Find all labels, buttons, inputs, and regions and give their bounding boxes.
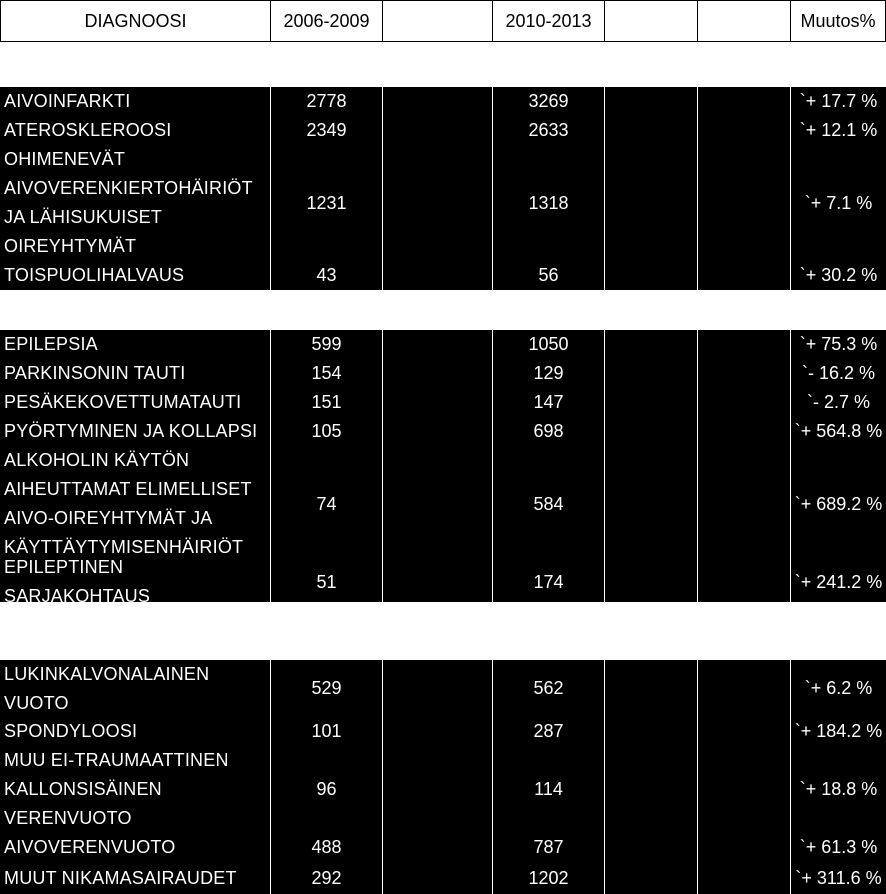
empty-cell [383, 116, 493, 145]
header-empty-cell [383, 0, 493, 42]
empty-cell [605, 330, 698, 359]
change-text: `+ 311.6 % [795, 867, 882, 888]
value-2010-2013-text: 2633 [528, 120, 569, 140]
change-text: `+ 7.1 % [804, 192, 873, 213]
change-cell [791, 116, 886, 145]
value-2006-2009-text: 151 [311, 392, 342, 412]
value-2010-2013-cell [493, 862, 605, 894]
value-2006-2009-text: 488 [311, 837, 342, 857]
value-2010-2013-cell [493, 417, 605, 446]
value-2006-2009-text: 2349 [306, 120, 347, 140]
header-period2-text: 2010-2013 [505, 10, 592, 31]
value-2010-2013-cell [493, 660, 605, 717]
change-cell [791, 359, 886, 388]
diagnosis-text: MUU EI-TRAUMAATTINEN KALLONSISÄINEN VERENVUOTO [4, 750, 229, 828]
value-2010-2013-text: 1050 [528, 334, 569, 354]
empty-cell [383, 446, 493, 562]
diagnosis-cell [0, 746, 271, 833]
value-2010-2013-cell [493, 330, 605, 359]
empty-cell [383, 145, 493, 261]
table-row [0, 330, 886, 359]
diagnosis-text: ATEROSKLEROOSI [4, 120, 172, 140]
value-2006-2009-cell [271, 446, 383, 562]
value-2010-2013-cell [493, 87, 605, 116]
value-2006-2009-cell [271, 87, 383, 116]
value-2006-2009-text: 43 [316, 265, 337, 285]
value-2010-2013-text: 56 [538, 265, 559, 285]
change-text: `- 2.7 % [806, 392, 871, 412]
change-cell [791, 388, 886, 417]
value-2010-2013-cell [493, 833, 605, 862]
empty-cell [698, 562, 791, 602]
empty-cell [605, 417, 698, 446]
value-2006-2009-cell [271, 145, 383, 261]
empty-cell [383, 862, 493, 894]
diagnosis-cell [0, 446, 271, 562]
empty-cell [605, 145, 698, 261]
empty-cell [605, 746, 698, 833]
empty-cell [605, 562, 698, 602]
table-row [0, 862, 886, 894]
diagnosis-text: EPILEPSIA [4, 334, 98, 354]
value-2010-2013-cell [493, 388, 605, 417]
value-2010-2013-text: 1318 [528, 192, 569, 213]
header-change [791, 0, 886, 42]
header-period2 [493, 0, 605, 42]
empty-cell [698, 660, 791, 717]
empty-cell [698, 862, 791, 894]
change-cell [791, 862, 886, 894]
change-cell [791, 417, 886, 446]
table-row [0, 359, 886, 388]
empty-cell [698, 87, 791, 116]
diagnosis-cell [0, 359, 271, 388]
diagnosis-text: PESÄKEKOVETTUMATAUTI [4, 392, 242, 412]
diagnosis-text: ALKOHOLIN KÄYTÖN AIHEUTTAMAT ELIMELLISET AIVO-OIREYHTYMÄT JA KÄYTTÄYTYMISENHÄIRIÖT [4, 450, 252, 557]
change-text: `+ 6.2 % [804, 678, 873, 698]
empty-cell [698, 145, 791, 261]
value-2006-2009-text: 74 [316, 493, 337, 514]
value-2006-2009-text: 292 [311, 867, 342, 888]
value-2006-2009-text: 96 [316, 779, 337, 799]
value-2006-2009-cell [271, 116, 383, 145]
change-cell [791, 833, 886, 862]
table-row [0, 261, 886, 290]
value-2010-2013-text: 287 [533, 721, 564, 741]
value-2006-2009-cell [271, 717, 383, 746]
value-2010-2013-text: 562 [533, 678, 564, 698]
value-2006-2009-cell [271, 330, 383, 359]
value-2010-2013-text: 1202 [528, 867, 569, 888]
empty-cell [605, 833, 698, 862]
empty-cell [605, 388, 698, 417]
empty-cell [698, 833, 791, 862]
diagnosis-cell [0, 145, 271, 261]
change-cell [791, 446, 886, 562]
value-2010-2013-text: 174 [533, 571, 564, 592]
header-period1-text: 2006-2009 [283, 10, 370, 31]
empty-cell [605, 87, 698, 116]
value-2010-2013-text: 147 [533, 392, 564, 412]
diagnosis-text: AIVOINFARKTI [4, 91, 131, 111]
table-row [0, 660, 886, 717]
table-row [0, 87, 886, 116]
value-2006-2009-cell [271, 660, 383, 717]
empty-cell [605, 261, 698, 290]
change-text: `+ 184.2 % [794, 721, 883, 741]
diagnosis-text: SPONDYLOOSI [4, 721, 138, 741]
value-2010-2013-text: 114 [534, 779, 563, 799]
diagnosis-cell [0, 862, 271, 894]
table-header [0, 0, 886, 42]
value-2006-2009-text: 2778 [306, 91, 347, 111]
empty-cell [383, 87, 493, 116]
value-2010-2013-text: 698 [533, 421, 564, 441]
empty-cell [698, 359, 791, 388]
value-2006-2009-text: 51 [316, 571, 337, 592]
value-2006-2009-cell [271, 261, 383, 290]
empty-cell [383, 261, 493, 290]
value-2006-2009-cell [271, 833, 383, 862]
empty-cell [383, 330, 493, 359]
change-cell [791, 660, 886, 717]
table-row [0, 417, 886, 446]
diagnosis-text: AIVOVERENVUOTO [4, 837, 176, 857]
change-cell [791, 145, 886, 261]
diagnosis-cell [0, 388, 271, 417]
value-2006-2009-text: 154 [311, 363, 342, 383]
diagnosis-cell [0, 261, 271, 290]
diagnosis-text: LUKINKALVONALAINEN VUOTO [4, 663, 210, 713]
change-text: `- 16.2 % [801, 363, 876, 383]
empty-cell [698, 746, 791, 833]
header-diagnosis-text: DIAGNOOSI [84, 10, 187, 31]
diagnosis-text: EPILEPTINEN SARJAKOHTAUS [4, 557, 151, 606]
value-2010-2013-cell [493, 261, 605, 290]
value-2010-2013-cell [493, 446, 605, 562]
header-period1 [271, 0, 383, 42]
table-row [0, 557, 886, 606]
empty-cell [605, 717, 698, 746]
value-2010-2013-text: 787 [533, 837, 564, 857]
change-cell [791, 330, 886, 359]
table-row [0, 145, 886, 261]
value-2006-2009-text: 1231 [306, 192, 347, 213]
empty-cell [383, 417, 493, 446]
value-2006-2009-text: 101 [311, 721, 342, 741]
empty-cell [698, 446, 791, 562]
empty-cell [383, 359, 493, 388]
change-cell [791, 87, 886, 116]
table-row [0, 717, 886, 746]
change-text: `+ 30.2 % [799, 265, 878, 285]
change-text: `+ 17.7 % [799, 91, 878, 111]
value-2006-2009-text: 599 [311, 334, 342, 354]
value-2010-2013-cell [493, 359, 605, 388]
empty-cell [698, 417, 791, 446]
diagnosis-cell [0, 833, 271, 862]
value-2010-2013-text: 129 [533, 363, 564, 383]
empty-cell [605, 862, 698, 894]
value-2006-2009-cell [271, 562, 383, 602]
empty-cell [383, 660, 493, 717]
diagnosis-text: OHIMENEVÄT AIVOVERENKIERTOHÄIRIÖT JA LÄHISUKUISET OIREYHTYMÄT [4, 149, 253, 256]
value-2006-2009-text: 105 [311, 421, 342, 441]
change-cell [791, 562, 886, 602]
value-2006-2009-text: 529 [311, 678, 342, 698]
empty-cell [698, 717, 791, 746]
value-2010-2013-cell [493, 116, 605, 145]
change-text: `+ 61.3 % [799, 837, 878, 857]
diagnosis-text: PYÖRTYMINEN JA KOLLAPSI [4, 421, 258, 441]
diagnosis-cell [0, 557, 271, 606]
table-row [0, 746, 886, 833]
empty-cell [605, 116, 698, 145]
empty-cell [383, 746, 493, 833]
value-2010-2013-cell [493, 746, 605, 833]
empty-cell [383, 388, 493, 417]
value-2010-2013-cell [493, 717, 605, 746]
table-row [0, 388, 886, 417]
table-row [0, 833, 886, 862]
header-empty-cell [605, 0, 698, 42]
change-text: `+ 18.8 % [799, 779, 878, 799]
value-2010-2013-cell [493, 145, 605, 261]
diagnosis-cell [0, 330, 271, 359]
empty-cell [698, 330, 791, 359]
diagnosis-cell [0, 87, 271, 116]
value-2010-2013-text: 584 [533, 493, 564, 514]
empty-cell [605, 446, 698, 562]
empty-cell [383, 833, 493, 862]
value-2010-2013-text: 3269 [528, 91, 569, 111]
change-text: `+ 12.1 % [799, 120, 878, 140]
change-cell [791, 717, 886, 746]
diagnosis-text: MUUT NIKAMASAIRAUDET [4, 867, 237, 888]
empty-cell [698, 388, 791, 417]
empty-cell [698, 261, 791, 290]
table-row [0, 446, 886, 562]
header-diagnosis [0, 0, 271, 42]
empty-cell [605, 359, 698, 388]
diagnosis-cell [0, 116, 271, 145]
value-2006-2009-cell [271, 862, 383, 894]
table-row [0, 116, 886, 145]
empty-cell [605, 660, 698, 717]
change-cell [791, 746, 886, 833]
change-cell [791, 261, 886, 290]
change-text: `+ 241.2 % [794, 571, 883, 592]
empty-cell [383, 562, 493, 602]
change-text: `+ 689.2 % [794, 493, 883, 514]
diagnosis-text: PARKINSONIN TAUTI [4, 363, 186, 383]
diagnosis-text: TOISPUOLIHALVAUS [4, 265, 185, 285]
value-2010-2013-cell [493, 562, 605, 602]
change-text: `+ 564.8 % [794, 421, 883, 441]
header-change-text: Muutos% [800, 10, 876, 31]
value-2006-2009-cell [271, 417, 383, 446]
empty-cell [698, 116, 791, 145]
header-empty-cell [698, 0, 791, 42]
value-2006-2009-cell [271, 359, 383, 388]
diagnosis-cell [0, 417, 271, 446]
empty-cell [383, 717, 493, 746]
diagnosis-cell [0, 660, 271, 717]
change-text: `+ 75.3 % [799, 334, 878, 354]
value-2006-2009-cell [271, 746, 383, 833]
value-2006-2009-cell [271, 388, 383, 417]
diagnosis-cell [0, 717, 271, 746]
